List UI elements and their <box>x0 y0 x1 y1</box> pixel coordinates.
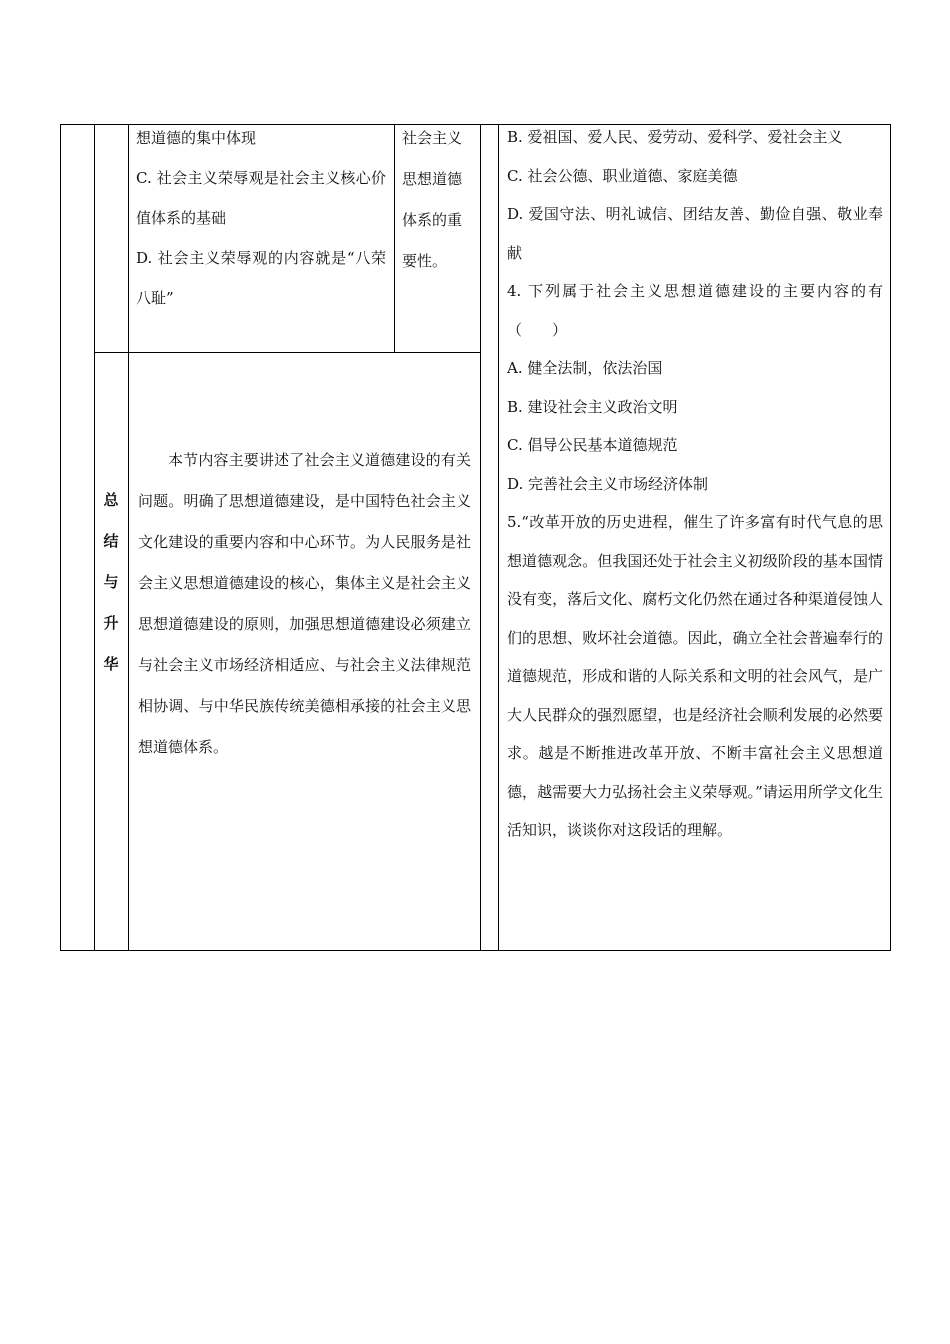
table-bottom-border <box>60 950 891 951</box>
q4-option-c: C. 倡导公民基本道德规范 <box>507 436 678 454</box>
summary-label-char-1: 总 <box>103 491 119 509</box>
col-border-1 <box>60 124 61 951</box>
q5-text: 5.“改革开放的历史进程，催生了许多富有时代气息的思想道德观念。但我国还处于社会主义初级阶段的基本国情没有变，落后文化、腐朽文化仍然在通过各种渠道侵蚀人们的思想、败坏社会道德。因此，确立全社会普遍奉行的道德规范，形成和谐的人际关系和文明的社会风气，是广大人民群众的强烈愿望，也是经济社会顺利发展的必然要求。越是不断推进改革开放、不断丰富社会主义思想道德，越需要大力弘扬社会主义荣辱观。”请运用所学文化生活知识，谈谈你对这段话的理解。 <box>507 513 883 839</box>
summary-cell <box>138 440 471 768</box>
q4-options-row-1 <box>507 349 883 388</box>
summary-label <box>94 480 128 685</box>
q3-option-c: C. 社会公德、职业道德、家庭美德 <box>507 166 738 185</box>
option-line-1: 想道德的集中体现 <box>136 129 257 147</box>
q4-option-a: A. 健全法制，依法治国 <box>507 359 663 377</box>
mid-note-cell <box>402 118 474 282</box>
col-border-4 <box>394 124 395 353</box>
col-border-7 <box>890 124 891 951</box>
col-border-6 <box>498 124 499 951</box>
summary-label-char-5: 华 <box>103 655 119 673</box>
summary-label-char-2: 结 <box>103 532 119 550</box>
summary-label-char-4: 升 <box>103 614 119 632</box>
q4-option-b: B. 建设社会主义政治文明 <box>507 397 678 416</box>
summary-label-char-3: 与 <box>103 573 119 591</box>
q3-option-b: B. 爱祖国、爱人民、爱劳动、爱科学、爱社会主义 <box>507 128 843 146</box>
exercise-column <box>507 118 883 850</box>
q3-option-d: D. 爱国守法、明礼诚信、团结友善、勤俭自强、敬业奉献 <box>507 205 883 262</box>
left-options-cell <box>136 118 386 318</box>
mid-note: 社会主义思想道德体系的重要性。 <box>402 129 463 270</box>
col-border-5 <box>480 124 481 951</box>
col-border-3 <box>128 124 129 951</box>
option-d: D. 社会主义荣辱观的内容就是“八荣八耻” <box>136 249 386 307</box>
q4-option-d: D. 完善社会主义市场经济体制 <box>507 474 709 493</box>
q4-stem: 4. 下列属于社会主义思想道德建设的主要内容的有（ ） <box>507 282 883 339</box>
summary-row-divider <box>94 352 480 353</box>
option-c: C. 社会主义荣辱观是社会主义核心价值体系的基础 <box>136 169 386 227</box>
summary-paragraph: 本节内容主要讲述了社会主义道德建设的有关问题。明确了思想道德建设，是中国特色社会主义文化建设的重要内容和中心环节。为人民服务是社会主义思想道德建设的核心，集体主义是社会主义思想道德建设的原则，加强思想道德建设必须建立与社会主义市场经济相适应、与社会主义法律规范相协调、与中华民族传统美德相承接的社会主义思想道德体系。 <box>138 451 471 756</box>
